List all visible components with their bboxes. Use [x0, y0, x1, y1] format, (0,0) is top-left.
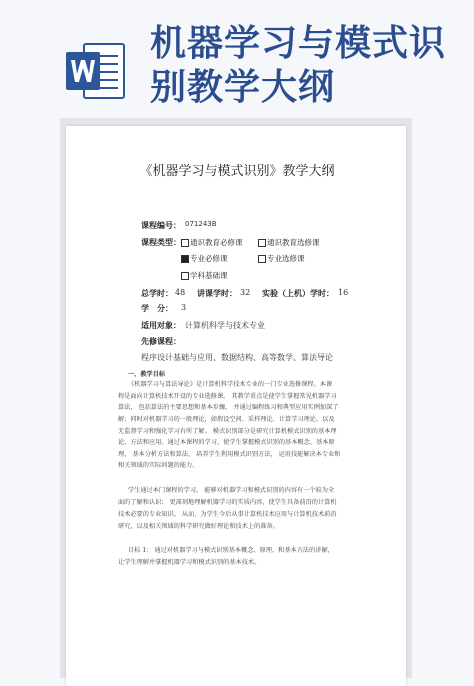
prereq-value: 程序设计基础与应用、数据结构、高等数学、算法导论: [141, 353, 333, 362]
course-code-label: 课程编号：: [141, 221, 181, 230]
course-type-option: [181, 270, 228, 281]
course-type-label: 课程类型：: [141, 238, 181, 247]
checkbox-icon: [181, 239, 189, 247]
credits-label: 学 分：: [141, 304, 173, 313]
body-line: 面的了解和认识； 更深刻地理解机器学习的实质内容，使学生具备前沿的计算机: [118, 499, 337, 506]
banner-title: [150, 22, 460, 110]
lab-hours-label: 实验（上机）学时：: [262, 289, 334, 298]
body-line: 相关领域的实际问题的能力。: [118, 462, 199, 469]
course-type-option-label: 学科基础课: [190, 271, 228, 280]
credits-value: 3: [181, 303, 187, 312]
body-line: 让学生理解并掌握机器学习和模式识别的基本技术。: [118, 559, 261, 566]
checkbox-icon: [181, 272, 189, 280]
course-type-option: [258, 237, 320, 248]
course-code-value: 071243B: [185, 220, 217, 228]
lecture-hours-value: 32: [240, 288, 251, 297]
course-type-option: [258, 253, 305, 264]
banner: [0, 0, 474, 118]
banner-title-line2: 别教学大纲: [150, 67, 336, 108]
banner-title-line1: 机器学习与模式识: [150, 23, 447, 64]
word-document-icon: [64, 40, 126, 102]
target-label: 适用对象：: [141, 321, 181, 330]
checkbox-icon: [258, 255, 266, 263]
checkbox-icon: [258, 239, 266, 247]
checked-box-icon: [181, 255, 189, 263]
body-line: 研究，以及相关领域的科学研究做好理论和技术上的准备。: [118, 523, 279, 530]
course-type-option-label: 专业必修课: [190, 254, 228, 263]
course-type-option: [181, 237, 243, 248]
lab-hours-value: 16: [338, 288, 349, 297]
course-type-option-label: 通识教育选修课: [267, 238, 320, 247]
total-hours-label: 总学时：: [141, 289, 173, 298]
body-line: 理、 基本分析方法和算法， 培养学生利用模式识别方法， 运用技能解决本专业和: [118, 451, 341, 458]
lecture-hours-label: 讲课学时：: [197, 289, 237, 298]
body-line: 解；同时对机器学习的一般理论，如假设空间、采样理论、计算学习理论，以及: [118, 416, 335, 423]
target-value: 计算机科学与技术专业: [185, 321, 265, 330]
body-line: 论、方法和应用。通过本课程的学习，使学生掌握模式识别的基本概念、基本原: [118, 439, 335, 446]
prereq-label: 先修课程：: [141, 337, 181, 346]
body-line: 学生通过本门课程的学习， 能够对机器学习和模式识别的内容有一个较为全: [128, 487, 335, 494]
course-type-option: [181, 253, 228, 264]
body-line: 目标 1： 通过对机器学习与模式识别基本概念、原理、和基本方法的讲解，: [128, 547, 334, 554]
course-type-option-label: 专业选修课: [267, 254, 305, 263]
body-line: 技术必要的专业知识。 从而，为学生今后从事计算机技术应用与计算机技术前沿: [118, 511, 337, 518]
body-line: 算法， 包括算法的主要思想和基本步骤， 并通过编程练习和典型应用实例加深了: [118, 404, 339, 411]
body-line: 程是面向计算机技术开设的专业选修课。 其教学重点是使学生掌握常见机器学习: [118, 393, 337, 400]
body-line: 《机器学习与算法导论》是计算机科学技术专业的一门专业选修课程。本课: [128, 381, 333, 388]
total-hours-value: 48: [175, 288, 186, 297]
body-line: 无监督学习和强化学习有所了解。 模式识别部分是研究计算机模式识别的基本理: [118, 428, 337, 435]
course-type-option-label: 通识教育必修课: [190, 238, 243, 247]
section-heading: 一、教学目标: [128, 371, 166, 378]
document-title: 《机器学习与模式识别》教学大纲: [139, 164, 335, 179]
